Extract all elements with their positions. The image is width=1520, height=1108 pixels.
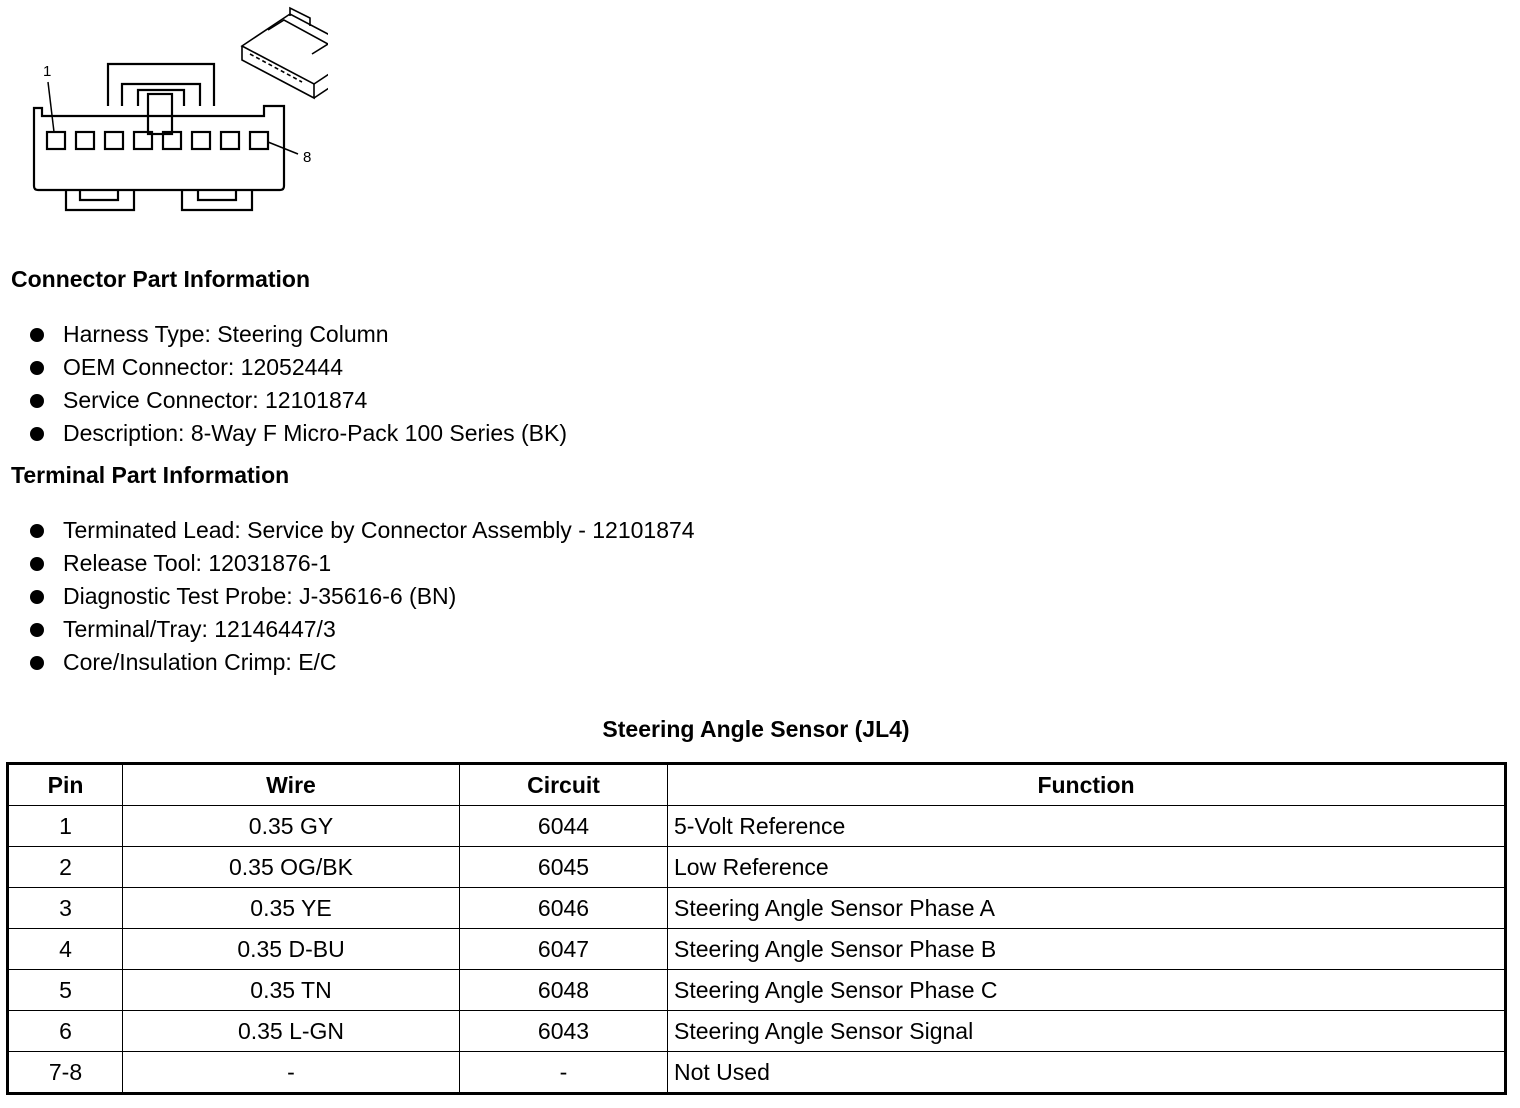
header-function: Function [668, 764, 1506, 806]
table-title: Steering Angle Sensor (JL4) [602, 716, 910, 742]
cell-function: Steering Angle Sensor Phase A [668, 888, 1506, 929]
table-row [8, 1052, 1506, 1094]
cell-pin: 1 [8, 806, 123, 847]
cell-pin: 5 [8, 970, 123, 1011]
list-item: Harness Type: Steering Column [30, 318, 567, 351]
cell-pin: 2 [8, 847, 123, 888]
cell-wire: 0.35 OG/BK [123, 847, 460, 888]
cell-wire: 0.35 TN [123, 970, 460, 1011]
cell-wire: 0.35 L-GN [123, 1011, 460, 1052]
terminal-part-heading: Terminal Part Information [11, 462, 290, 488]
list-item: Release Tool: 12031876-1 [30, 547, 695, 580]
list-item: Description: 8-Way F Micro-Pack 100 Series (BK) [30, 417, 567, 450]
bullet-icon [30, 394, 44, 408]
cell-circuit: 6048 [460, 970, 668, 1011]
connector-diagram [28, 4, 328, 216]
cell-wire: - [123, 1052, 460, 1094]
cell-circuit: 6044 [460, 806, 668, 847]
table-row [8, 888, 1506, 929]
cell-wire: 0.35 D-BU [123, 929, 460, 970]
cell-function: 5-Volt Reference [668, 806, 1506, 847]
cell-circuit: - [460, 1052, 668, 1094]
cell-circuit: 6046 [460, 888, 668, 929]
header-circuit: Circuit [460, 764, 668, 806]
bullet-icon [30, 590, 44, 604]
terminal-part-list [30, 514, 695, 679]
cell-wire: 0.35 GY [123, 806, 460, 847]
pinout-table [6, 762, 1507, 1095]
connector-face-illustration [28, 4, 328, 216]
bullet-icon [30, 656, 44, 670]
header-wire: Wire [123, 764, 460, 806]
cell-pin: 7-8 [8, 1052, 123, 1094]
list-item: Terminated Lead: Service by Connector Assembly - 12101874 [30, 514, 695, 547]
cell-function: Low Reference [668, 847, 1506, 888]
table-row [8, 970, 1506, 1011]
pin-8-callout: 8 [303, 149, 312, 166]
cell-pin: 4 [8, 929, 123, 970]
connector-part-list [30, 318, 567, 450]
list-item: Diagnostic Test Probe: J-35616-6 (BN) [30, 580, 695, 613]
list-item: Service Connector: 12101874 [30, 384, 567, 417]
bullet-icon [30, 623, 44, 637]
list-item: Core/Insulation Crimp: E/C [30, 646, 695, 679]
bullet-icon [30, 427, 44, 441]
cell-circuit: 6043 [460, 1011, 668, 1052]
bullet-icon [30, 361, 44, 375]
header-pin: Pin [8, 764, 123, 806]
bullet-icon [30, 328, 44, 342]
cell-pin: 3 [8, 888, 123, 929]
cell-pin: 6 [8, 1011, 123, 1052]
cell-function: Steering Angle Sensor Phase B [668, 929, 1506, 970]
cell-circuit: 6047 [460, 929, 668, 970]
table-row [8, 847, 1506, 888]
cell-function: Steering Angle Sensor Phase C [668, 970, 1506, 1011]
cell-circuit: 6045 [460, 847, 668, 888]
cell-function: Not Used [668, 1052, 1506, 1094]
table-row [8, 806, 1506, 847]
cell-wire: 0.35 YE [123, 888, 460, 929]
bullet-icon [30, 557, 44, 571]
table-row [8, 929, 1506, 970]
table-header-row [8, 764, 1506, 806]
list-item: OEM Connector: 12052444 [30, 351, 567, 384]
pin-1-callout: 1 [43, 63, 52, 80]
bullet-icon [30, 524, 44, 538]
connector-part-heading: Connector Part Information [11, 266, 311, 292]
table-row [8, 1011, 1506, 1052]
list-item: Terminal/Tray: 12146447/3 [30, 613, 695, 646]
cell-function: Steering Angle Sensor Signal [668, 1011, 1506, 1052]
